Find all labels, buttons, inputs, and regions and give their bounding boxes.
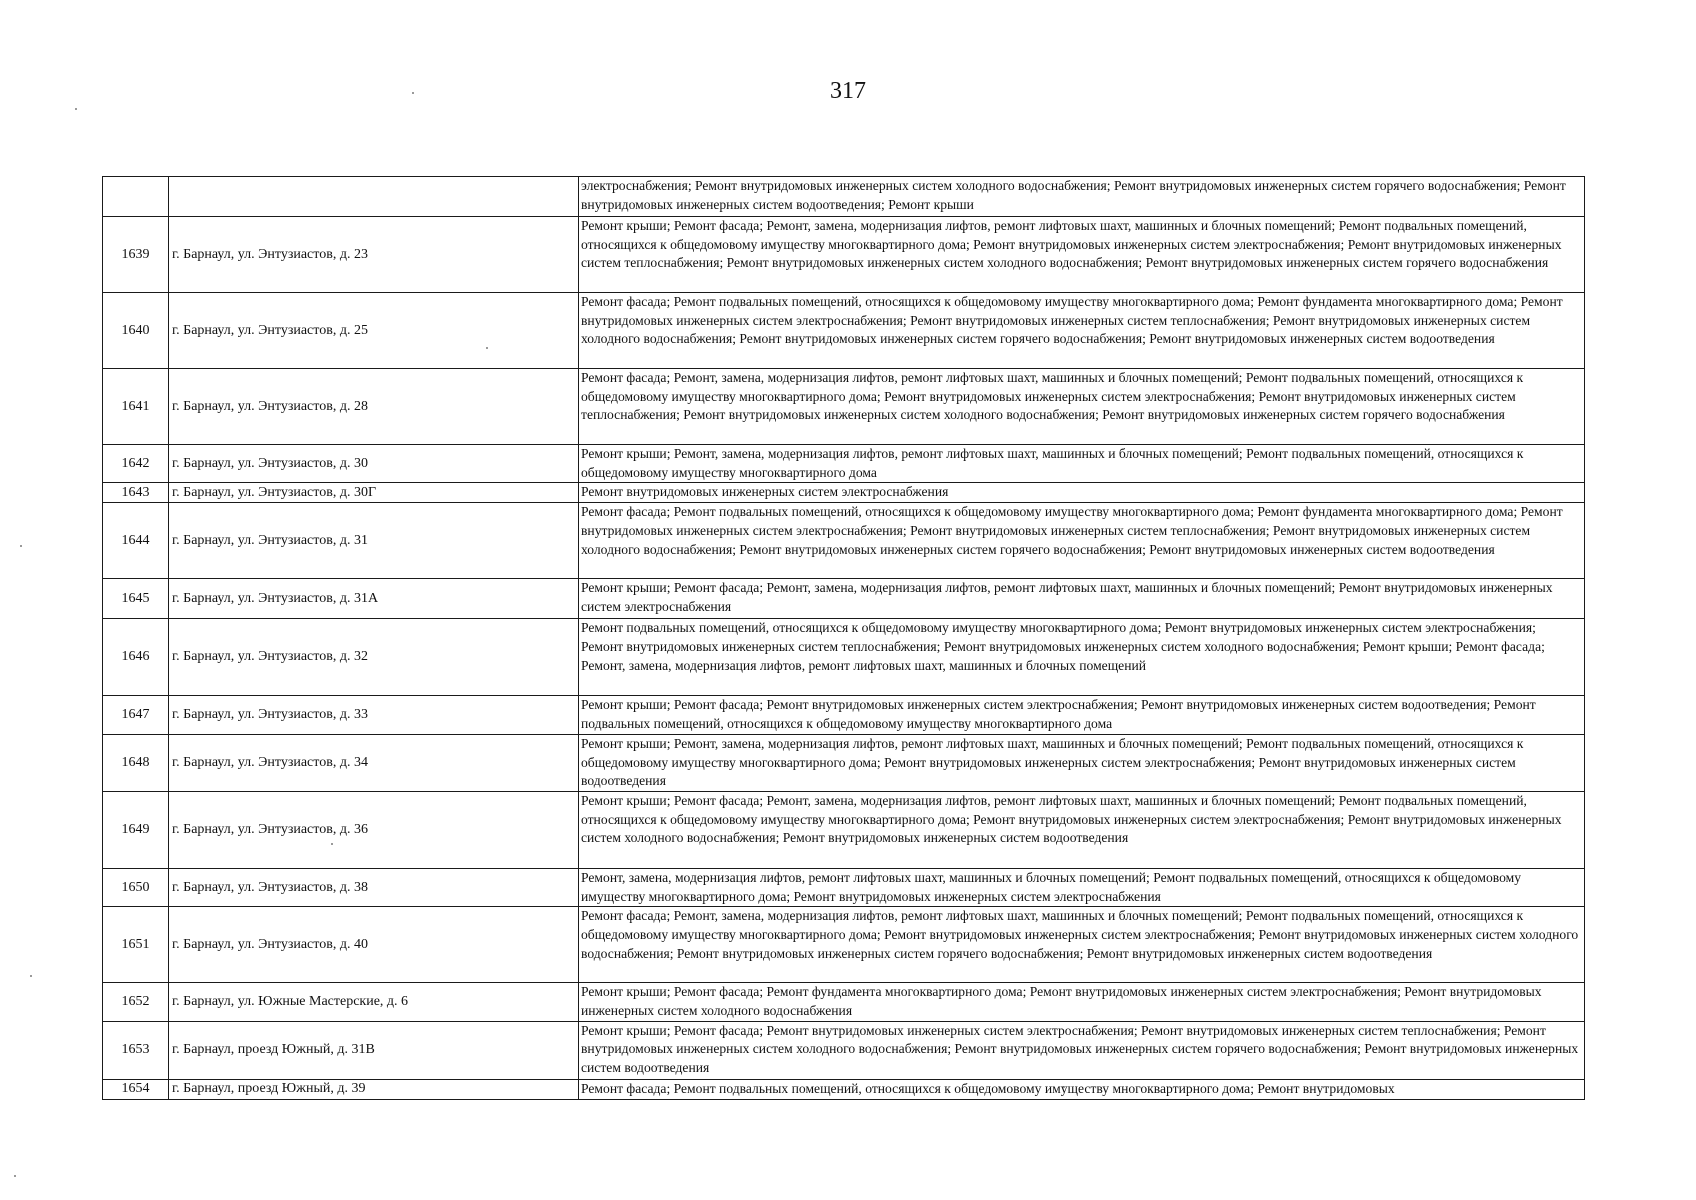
row-number: 1644 — [103, 503, 169, 579]
row-work-list: Ремонт фасада; Ремонт подвальных помещений, относящихся к общедомовому имуществу многоквартирного дома; Ремонт фундамента многоквартирного дома; Ремонт внутридомовых инженерных систем электроснабжения; Ремонт внутридомовых инженерных систем теплоснабжения; Ремонт внутридомовых инженерных систем холодного водоснабжения; Ремонт внутридомовых инженерных систем горячего водоснабжения; Ремонт внутридомовых инженерных систем водоотведения — [579, 293, 1585, 369]
row-address: г. Барнаул, ул. Энтузиастов, д. 40 — [169, 907, 579, 983]
row-work-list: Ремонт крыши; Ремонт фасада; Ремонт, замена, модернизация лифтов, ремонт лифтовых шахт, машинных и блочных помещений; Ремонт внутридомовых инженерных систем электроснабжения — [579, 579, 1585, 619]
row-address: г. Барнаул, ул. Энтузиастов, д. 23 — [169, 217, 579, 293]
row-number: 1646 — [103, 619, 169, 696]
row-address: г. Барнаул, ул. Энтузиастов, д. 34 — [169, 734, 579, 791]
table-row — [103, 696, 1585, 734]
row-address: г. Барнаул, проезд Южный, д. 39 — [169, 1079, 579, 1099]
row-address: г. Барнаул, ул. Энтузиастов, д. 28 — [169, 369, 579, 445]
row-address: г. Барнаул, ул. Энтузиастов, д. 32 — [169, 619, 579, 696]
row-address: г. Барнаул, ул. Энтузиастов, д. 25 — [169, 293, 579, 369]
row-work-list: Ремонт подвальных помещений, относящихся к общедомовому имуществу многоквартирного дома; Ремонт внутридомовых инженерных систем электроснабжения; Ремонт внутридомовых инженерных систем теплоснабжения; Ремонт внутридомовых инженерных систем холодного водоснабжения; Ремонт крыши; Ремонт фасада; Ремонт, замена, модернизация лифтов, ремонт лифтовых шахт, машинных и блочных помещений — [579, 619, 1585, 696]
row-work-list: Ремонт крыши; Ремонт фасада; Ремонт, замена, модернизация лифтов, ремонт лифтовых шахт, машинных и блочных помещений; Ремонт подвальных помещений, относящихся к общедомовому имуществу многоквартирного дома; Ремонт внутридомовых инженерных систем электроснабжения; Ремонт внутридомовых инженерных систем теплоснабжения; Ремонт внутридомовых инженерных систем холодного водоснабжения; Ремонт внутридомовых инженерных систем горячего водоснабжения — [579, 217, 1585, 293]
scan-speck — [20, 545, 22, 547]
row-work-list: Ремонт крыши; Ремонт, замена, модернизация лифтов, ремонт лифтовых шахт, машинных и блочных помещений; Ремонт подвальных помещений, относящихся к общедомовому имуществу многоквартирного дома; Ремонт внутридомовых инженерных систем электроснабжения; Ремонт внутридомовых инженерных систем водоотведения — [579, 734, 1585, 791]
row-work-list: Ремонт крыши; Ремонт фасада; Ремонт внутридомовых инженерных систем электроснабжения; Ремонт внутридомовых инженерных систем водоотведения; Ремонт подвальных помещений, относящихся к общедомовому имуществу многоквартирного дома — [579, 696, 1585, 734]
table-row — [103, 503, 1585, 579]
table-row — [103, 445, 1585, 483]
repair-works-table — [102, 176, 1585, 1100]
scan-speck — [30, 975, 32, 977]
row-address: г. Барнаул, ул. Южные Мастерские, д. 6 — [169, 983, 579, 1021]
row-number: 1648 — [103, 734, 169, 791]
row-number: 1649 — [103, 791, 169, 868]
scan-speck — [14, 1175, 16, 1177]
row-address: г. Барнаул, ул. Энтузиастов, д. 38 — [169, 868, 579, 906]
table-row — [103, 1021, 1585, 1079]
row-number: 1642 — [103, 445, 169, 483]
row-number: 1639 — [103, 217, 169, 293]
row-address: г. Барнаул, проезд Южный, д. 31В — [169, 1021, 579, 1079]
row-work-list: Ремонт крыши; Ремонт фасада; Ремонт фундамента многоквартирного дома; Ремонт внутридомовых инженерных систем электроснабжения; Ремонт внутридомовых инженерных систем холодного водоснабжения — [579, 983, 1585, 1021]
row-work-list: Ремонт крыши; Ремонт фасада; Ремонт внутридомовых инженерных систем электроснабжения; Ремонт внутридомовых инженерных систем теплоснабжения; Ремонт внутридомовых инженерных систем холодного водоснабжения; Ремонт внутридомовых инженерных систем горячего водоснабжения; Ремонт внутридомовых инженерных систем водоотведения — [579, 1021, 1585, 1079]
scan-speck — [75, 108, 77, 110]
row-address: г. Барнаул, ул. Энтузиастов, д. 31 — [169, 503, 579, 579]
row-address: г. Барнаул, ул. Энтузиастов, д. 36 — [169, 791, 579, 868]
table-row — [103, 293, 1585, 369]
row-number: 1647 — [103, 696, 169, 734]
row-work-list: Ремонт фасада; Ремонт, замена, модернизация лифтов, ремонт лифтовых шахт, машинных и блочных помещений; Ремонт подвальных помещений, относящихся к общедомовому имуществу многоквартирного дома; Ремонт внутридомовых инженерных систем электроснабжения; Ремонт внутридомовых инженерных систем теплоснабжения; Ремонт внутридомовых инженерных систем холодного водоснабжения; Ремонт внутридомовых инженерных систем горячего водоснабжения — [579, 369, 1585, 445]
page-number: 317 — [830, 78, 866, 104]
row-number: 1651 — [103, 907, 169, 983]
scan-speck — [412, 92, 414, 94]
row-number: 1641 — [103, 369, 169, 445]
row-number: 1643 — [103, 483, 169, 503]
row-number: 1650 — [103, 868, 169, 906]
table-row — [103, 177, 1585, 217]
row-address: г. Барнаул, ул. Энтузиастов, д. 33 — [169, 696, 579, 734]
row-work-list: электроснабжения; Ремонт внутридомовых инженерных систем холодного водоснабжения; Ремонт внутридомовых инженерных систем горячего водоснабжения; Ремонт внутридомовых инженерных систем водоотведения; Ремонт крыши — [579, 177, 1585, 217]
row-work-list: Ремонт крыши; Ремонт фасада; Ремонт, замена, модернизация лифтов, ремонт лифтовых шахт, машинных и блочных помещений; Ремонт подвальных помещений, относящихся к общедомовому имуществу многоквартирного дома; Ремонт внутридомовых инженерных систем электроснабжения; Ремонт внутридомовых инженерных систем холодного водоснабжения; Ремонт внутридомовых инженерных систем водоотведения — [579, 791, 1585, 868]
table-row — [103, 791, 1585, 868]
table-row — [103, 483, 1585, 503]
table-row — [103, 579, 1585, 619]
row-number: 1653 — [103, 1021, 169, 1079]
row-number: 1654 — [103, 1079, 169, 1099]
row-work-list: Ремонт фасада; Ремонт, замена, модернизация лифтов, ремонт лифтовых шахт, машинных и блочных помещений; Ремонт подвальных помещений, относящихся к общедомовому имуществу многоквартирного дома; Ремонт внутридомовых инженерных систем электроснабжения; Ремонт внутридомовых инженерных систем холодного водоснабжения; Ремонт внутридомовых инженерных систем горячего водоснабжения; Ремонт внутридомовых инженерных систем водоотведения — [579, 907, 1585, 983]
row-address: г. Барнаул, ул. Энтузиастов, д. 30 — [169, 445, 579, 483]
row-number: 1645 — [103, 579, 169, 619]
row-work-list: Ремонт крыши; Ремонт, замена, модернизация лифтов, ремонт лифтовых шахт, машинных и блочных помещений; Ремонт подвальных помещений, относящихся к общедомовому имуществу многоквартирного дома — [579, 445, 1585, 483]
row-work-list: Ремонт внутридомовых инженерных систем электроснабжения — [579, 483, 1585, 503]
row-address — [169, 177, 579, 217]
row-work-list: Ремонт фасада; Ремонт подвальных помещений, относящихся к общедомовому имуществу многоквартирного дома; Ремонт фундамента многоквартирного дома; Ремонт внутридомовых инженерных систем электроснабжения; Ремонт внутридомовых инженерных систем теплоснабжения; Ремонт внутридомовых инженерных систем холодного водоснабжения; Ремонт внутридомовых инженерных систем горячего водоснабжения; Ремонт внутридомовых инженерных систем водоотведения — [579, 503, 1585, 579]
row-work-list: Ремонт, замена, модернизация лифтов, ремонт лифтовых шахт, машинных и блочных помещений; Ремонт подвальных помещений, относящихся к общедомовому имуществу многоквартирного дома; Ремонт внутридомовых инженерных систем электроснабжения — [579, 868, 1585, 906]
row-address: г. Барнаул, ул. Энтузиастов, д. 31А — [169, 579, 579, 619]
table-body — [103, 177, 1585, 1100]
row-work-list: Ремонт фасада; Ремонт подвальных помещений, относящихся к общедомовому имуществу многоквартирного дома; Ремонт внутридомовых — [579, 1079, 1585, 1099]
row-number — [103, 177, 169, 217]
table-row — [103, 907, 1585, 983]
table-row — [103, 983, 1585, 1021]
table-row — [103, 217, 1585, 293]
table-row — [103, 868, 1585, 906]
table-row — [103, 734, 1585, 791]
table-row — [103, 369, 1585, 445]
table-row — [103, 1079, 1585, 1099]
row-number: 1640 — [103, 293, 169, 369]
table-row — [103, 619, 1585, 696]
row-address: г. Барнаул, ул. Энтузиастов, д. 30Г — [169, 483, 579, 503]
row-number: 1652 — [103, 983, 169, 1021]
